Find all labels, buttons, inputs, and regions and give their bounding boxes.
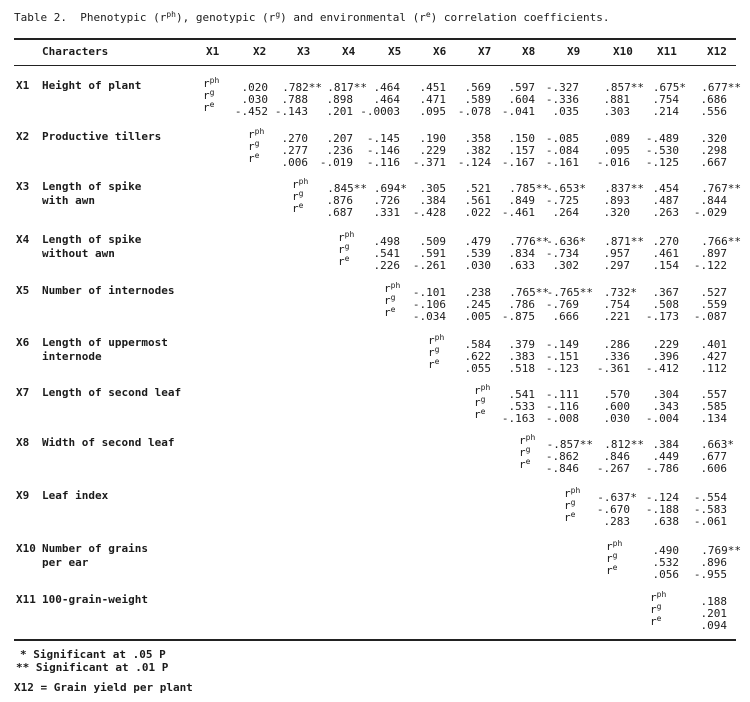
- cell-x3-ph-x7: .521: [464, 182, 491, 195]
- cell-x2-ph-x8: .150: [508, 132, 535, 145]
- cell-x1-e-x10: .303: [603, 105, 630, 118]
- cell-x8-e-x12: .606: [700, 462, 727, 475]
- r-ph-label: $r^{ph}$: [428, 333, 445, 347]
- cell-x4-ph-x11: .270: [652, 235, 679, 248]
- cell-x1-g-x3: .788: [281, 93, 308, 106]
- cell-x2-e-x5: -.116: [366, 156, 400, 169]
- cell-x5-ph-x6: -.101: [412, 286, 446, 299]
- cell-x7-e-x10: .030: [603, 412, 630, 425]
- cell-x4-ph-x9: -.636*: [546, 235, 586, 248]
- cell-x2-e-x8: -.167: [501, 156, 535, 169]
- cell-x2-ph-x10: .089: [603, 132, 630, 145]
- cell-x9-e-x11: .638: [652, 515, 679, 528]
- cell-x6-g-x9: -.151: [545, 350, 579, 363]
- cell-x8-ph-x11: .384: [652, 438, 679, 451]
- header-col-x12: X12: [707, 45, 727, 58]
- row-name-x8: Width of second leaf: [42, 436, 175, 449]
- header-col-x11: X11: [657, 45, 677, 58]
- r-e-label: $r^e$: [519, 457, 531, 471]
- r-ph-label: $r^{ph}$: [248, 127, 265, 141]
- cell-x2-g-x10: .095: [603, 144, 630, 157]
- cell-x2-g-x12: .298: [700, 144, 727, 157]
- cell-x6-ph-x12: .401: [700, 338, 727, 351]
- cell-x1-ph-x3: .782**: [282, 81, 322, 94]
- cell-x1-e-x12: .556: [700, 105, 727, 118]
- table-title: Table 2. Phenotypic $(r^{ph})$, genotypic $(r^g)$ and environmental $(r^e)$ correlation coefficients.: [14, 10, 610, 24]
- cell-x10-ph-x11: .490: [652, 544, 679, 557]
- r-ph-label: $r^{ph}$: [650, 590, 667, 604]
- row-name-x3: Length of spike: [42, 180, 142, 193]
- cell-x9-e-x10: .283: [603, 515, 630, 528]
- cell-x4-ph-x8: .776**: [509, 235, 549, 248]
- row-name-x9: Leaf index: [42, 489, 109, 502]
- cell-x1-g-x6: .471: [419, 93, 446, 106]
- cell-x5-ph-x8: .765**: [509, 286, 549, 299]
- cell-x6-e-x9: -.123: [545, 362, 579, 375]
- row-id-x1: X1: [16, 79, 30, 92]
- cell-x3-g-x12: .844: [700, 194, 727, 207]
- cell-x8-g-x11: .449: [652, 450, 679, 463]
- cell-x2-g-x7: .382: [464, 144, 491, 157]
- r-g-label: $r^g$: [428, 345, 440, 359]
- cell-x2-g-x11: -.530: [645, 144, 679, 157]
- cell-x8-e-x11: -.786: [645, 462, 679, 475]
- cell-x4-g-x5: .541: [373, 247, 400, 260]
- cell-x2-ph-x7: .358: [464, 132, 491, 145]
- row-id-x8: X8: [16, 436, 30, 449]
- row-name-x10: per ear: [42, 556, 89, 569]
- cell-x3-g-x11: .487: [652, 194, 679, 207]
- cell-x6-e-x7: .055: [464, 362, 491, 375]
- cell-x7-ph-x9: -.111: [545, 388, 579, 401]
- cell-x8-e-x9: -.846: [545, 462, 579, 475]
- r-e-label: $r^e$: [606, 563, 618, 577]
- cell-x10-ph-x12: .769**: [701, 544, 741, 557]
- cell-x4-g-x11: .461: [652, 247, 679, 260]
- cell-x1-e-x3: -.143: [274, 105, 308, 118]
- cell-x5-e-x10: .221: [603, 310, 630, 323]
- cell-x2-e-x6: -.371: [412, 156, 446, 169]
- cell-x4-e-x6: -.261: [412, 259, 446, 272]
- cell-x5-g-x8: .786: [508, 298, 535, 311]
- cell-x10-e-x11: .056: [652, 568, 679, 581]
- footnote: * Significant at .05 P: [20, 648, 166, 661]
- r-e-label: $r^e$: [338, 254, 350, 268]
- cell-x7-e-x8: -.163: [501, 412, 535, 425]
- cell-x4-g-x10: .957: [603, 247, 630, 260]
- cell-x3-e-x11: .263: [652, 206, 679, 219]
- cell-x5-e-x6: -.034: [412, 310, 446, 323]
- cell-x2-ph-x5: -.145: [366, 132, 400, 145]
- cell-x11-e-x12: .094: [700, 619, 727, 632]
- top-rule: [14, 38, 736, 40]
- cell-x2-g-x8: .157: [508, 144, 535, 157]
- row-name-x5: Number of internodes: [42, 284, 175, 297]
- cell-x8-g-x9: -.862: [545, 450, 579, 463]
- cell-x6-g-x11: .396: [652, 350, 679, 363]
- cell-x4-ph-x12: .766**: [701, 235, 741, 248]
- cell-x1-g-x11: .754: [652, 93, 679, 106]
- cell-x1-ph-x9: -.327: [545, 81, 579, 94]
- cell-x7-ph-x11: .304: [652, 388, 679, 401]
- cell-x1-e-x2: -.452: [234, 105, 268, 118]
- row-name-x6: internode: [42, 350, 102, 363]
- cell-x4-g-x9: -.734: [545, 247, 579, 260]
- r-g-label: $r^g$: [606, 551, 618, 565]
- cell-x5-ph-x10: .732*: [603, 286, 637, 299]
- r-e-label: $r^e$: [474, 407, 486, 421]
- cell-x3-e-x7: .022: [464, 206, 491, 219]
- cell-x3-e-x12: -.029: [693, 206, 727, 219]
- cell-x1-e-x4: .201: [326, 105, 353, 118]
- cell-x3-ph-x9: -.653*: [546, 182, 586, 195]
- cell-x10-e-x12: -.955: [693, 568, 727, 581]
- r-g-label: $r^g$: [384, 293, 396, 307]
- cell-x9-ph-x12: -.554: [693, 491, 727, 504]
- cell-x3-e-x8: -.461: [501, 206, 535, 219]
- cell-x3-g-x8: .849: [508, 194, 535, 207]
- r-g-label: $r^g$: [650, 602, 662, 616]
- cell-x1-e-x5: -.0003: [360, 105, 400, 118]
- cell-x5-ph-x12: .527: [700, 286, 727, 299]
- cell-x11-ph-x12: .188: [700, 595, 727, 608]
- cell-x5-g-x7: .245: [464, 298, 491, 311]
- cell-x7-e-x12: .134: [700, 412, 727, 425]
- cell-x2-ph-x4: .207: [326, 132, 353, 145]
- cell-x2-e-x10: -.016: [596, 156, 630, 169]
- cell-x6-ph-x10: .286: [603, 338, 630, 351]
- row-id-x5: X5: [16, 284, 30, 297]
- cell-x1-ph-x2: .020: [241, 81, 268, 94]
- cell-x3-e-x10: .320: [603, 206, 630, 219]
- cell-x9-ph-x11: -.124: [645, 491, 679, 504]
- cell-x4-g-x6: .591: [419, 247, 446, 260]
- cell-x5-e-x11: -.173: [645, 310, 679, 323]
- cell-x10-g-x11: .532: [652, 556, 679, 569]
- r-g-label: $r^g$: [519, 445, 531, 459]
- r-e-label: $r^e$: [203, 100, 215, 114]
- cell-x2-g-x3: .277: [281, 144, 308, 157]
- cell-x3-g-x5: .726: [373, 194, 400, 207]
- r-g-label: $r^g$: [203, 88, 215, 102]
- cell-x1-e-x11: .214: [652, 105, 679, 118]
- cell-x5-e-x7: .005: [464, 310, 491, 323]
- cell-x1-g-x5: .464: [373, 93, 400, 106]
- footnote: ** Significant at .01 P: [16, 661, 169, 674]
- row-id-x11: X11: [16, 593, 36, 606]
- cell-x2-e-x12: .667: [700, 156, 727, 169]
- cell-x8-g-x12: .677: [700, 450, 727, 463]
- cell-x6-g-x10: .336: [603, 350, 630, 363]
- cell-x3-ph-x4: .845**: [327, 182, 367, 195]
- cell-x2-e-x7: -.124: [457, 156, 491, 169]
- r-e-label: $r^e$: [292, 201, 304, 215]
- header-rule: [14, 65, 736, 66]
- cell-x6-ph-x8: .379: [508, 338, 535, 351]
- cell-x4-e-x5: .226: [373, 259, 400, 272]
- header-col-x1: X1: [206, 45, 220, 58]
- cell-x11-g-x12: .201: [700, 607, 727, 620]
- cell-x3-e-x6: -.428: [412, 206, 446, 219]
- cell-x4-ph-x6: .509: [419, 235, 446, 248]
- r-ph-label: $r^{ph}$: [519, 433, 536, 447]
- header-col-x3: X3: [297, 45, 311, 58]
- cell-x7-g-x8: .533: [508, 400, 535, 413]
- r-ph-label: $r^{ph}$: [474, 383, 491, 397]
- cell-x4-g-x7: .539: [464, 247, 491, 260]
- footnote: X12 = Grain yield per plant: [14, 681, 193, 694]
- cell-x6-e-x11: -.412: [645, 362, 679, 375]
- cell-x3-ph-x6: .305: [419, 182, 446, 195]
- cell-x6-g-x7: .622: [464, 350, 491, 363]
- cell-x2-ph-x3: .270: [281, 132, 308, 145]
- cell-x1-ph-x6: .451: [419, 81, 446, 94]
- cell-x9-g-x12: -.583: [693, 503, 727, 516]
- cell-x6-ph-x11: .229: [652, 338, 679, 351]
- r-g-label: $r^g$: [292, 189, 304, 203]
- cell-x1-g-x4: .898: [326, 93, 353, 106]
- header-col-x5: X5: [388, 45, 402, 58]
- cell-x2-g-x9: -.084: [545, 144, 579, 157]
- cell-x2-e-x9: -.161: [545, 156, 579, 169]
- row-name-x4: Length of spike: [42, 233, 142, 246]
- cell-x2-ph-x12: .320: [700, 132, 727, 145]
- row-id-x7: X7: [16, 386, 30, 399]
- cell-x9-g-x10: -.670: [596, 503, 630, 516]
- header-col-x10: X10: [613, 45, 633, 58]
- header-col-x9: X9: [567, 45, 581, 58]
- row-name-x2: Productive tillers: [42, 130, 162, 143]
- r-e-label: $r^e$: [384, 305, 396, 319]
- r-e-label: $r^e$: [650, 614, 662, 628]
- cell-x2-g-x4: .236: [326, 144, 353, 157]
- cell-x7-g-x11: .343: [652, 400, 679, 413]
- r-g-label: $r^g$: [474, 395, 486, 409]
- cell-x6-e-x10: -.361: [596, 362, 630, 375]
- row-name-x10: Number of grains: [42, 542, 148, 555]
- cell-x8-g-x10: .846: [603, 450, 630, 463]
- cell-x6-ph-x9: -.149: [545, 338, 579, 351]
- cell-x3-g-x7: .561: [464, 194, 491, 207]
- row-id-x3: X3: [16, 180, 30, 193]
- cell-x9-e-x12: -.061: [693, 515, 727, 528]
- cell-x4-e-x9: .302: [552, 259, 579, 272]
- cell-x5-ph-x7: .238: [464, 286, 491, 299]
- row-name-x11: 100-grain-weight: [42, 593, 148, 606]
- r-ph-label: $r^{ph}$: [338, 230, 355, 244]
- row-name-x6: Length of uppermost: [42, 336, 168, 349]
- cell-x3-g-x10: .893: [603, 194, 630, 207]
- cell-x1-g-x2: .030: [241, 93, 268, 106]
- cell-x3-g-x6: .384: [419, 194, 446, 207]
- cell-x4-e-x11: .154: [652, 259, 679, 272]
- cell-x2-ph-x11: -.489: [645, 132, 679, 145]
- cell-x1-e-x9: .035: [552, 105, 579, 118]
- cell-x6-e-x12: .112: [700, 362, 727, 375]
- header-col-x7: X7: [478, 45, 492, 58]
- row-id-x9: X9: [16, 489, 30, 502]
- cell-x4-e-x10: .297: [603, 259, 630, 272]
- cell-x5-g-x12: .559: [700, 298, 727, 311]
- header-col-x6: X6: [433, 45, 447, 58]
- cell-x5-ph-x9: -.765**: [546, 286, 593, 299]
- r-ph-label: $r^{ph}$: [564, 486, 581, 500]
- cell-x1-ph-x7: .569: [464, 81, 491, 94]
- row-name-x7: Length of second leaf: [42, 386, 182, 399]
- cell-x3-ph-x5: .694*: [373, 182, 407, 195]
- cell-x2-ph-x9: -.085: [545, 132, 579, 145]
- cell-x1-e-x6: .095: [419, 105, 446, 118]
- cell-x2-e-x4: -.019: [319, 156, 353, 169]
- r-g-label: $r^g$: [564, 498, 576, 512]
- cell-x7-ph-x8: .541: [508, 388, 535, 401]
- r-g-label: $r^g$: [338, 242, 350, 256]
- cell-x6-e-x8: .518: [508, 362, 535, 375]
- header-col-x4: X4: [342, 45, 356, 58]
- row-name-x4: without awn: [42, 247, 115, 260]
- cell-x7-ph-x12: .557: [700, 388, 727, 401]
- cell-x8-ph-x9: -.857**: [546, 438, 593, 451]
- cell-x6-g-x8: .383: [508, 350, 535, 363]
- cell-x6-ph-x7: .584: [464, 338, 491, 351]
- cell-x9-g-x11: -.188: [645, 503, 679, 516]
- cell-x8-ph-x10: .812**: [604, 438, 644, 451]
- cell-x1-g-x12: .686: [700, 93, 727, 106]
- row-id-x10: X10: [16, 542, 36, 555]
- r-e-label: $r^e$: [564, 510, 576, 524]
- cell-x7-e-x11: -.004: [645, 412, 679, 425]
- r-g-label: $r^g$: [248, 139, 260, 153]
- cell-x5-g-x10: .754: [603, 298, 630, 311]
- header-col-x8: X8: [522, 45, 536, 58]
- bottom-rule: [14, 639, 736, 641]
- cell-x8-e-x10: -.267: [596, 462, 630, 475]
- cell-x5-e-x12: -.087: [693, 310, 727, 323]
- header-col-x2: X2: [253, 45, 267, 58]
- cell-x1-e-x7: -.078: [457, 105, 491, 118]
- cell-x2-e-x3: .006: [281, 156, 308, 169]
- cell-x7-ph-x10: .570: [603, 388, 630, 401]
- cell-x5-g-x9: -.769: [545, 298, 579, 311]
- cell-x3-g-x9: -.725: [545, 194, 579, 207]
- cell-x1-e-x8: -.041: [501, 105, 535, 118]
- cell-x1-ph-x4: .817**: [327, 81, 367, 94]
- cell-x5-ph-x11: .367: [652, 286, 679, 299]
- cell-x7-g-x9: -.116: [545, 400, 579, 413]
- cell-x5-g-x11: .508: [652, 298, 679, 311]
- row-id-x4: X4: [16, 233, 30, 246]
- cell-x4-ph-x10: .871**: [604, 235, 644, 248]
- cell-x5-e-x9: .666: [552, 310, 579, 323]
- cell-x3-ph-x12: .767**: [701, 182, 741, 195]
- cell-x4-g-x8: .834: [508, 247, 535, 260]
- r-ph-label: $r^{ph}$: [203, 76, 220, 90]
- cell-x1-g-x9: -.336: [545, 93, 579, 106]
- cell-x2-ph-x6: .190: [419, 132, 446, 145]
- r-e-label: $r^e$: [428, 357, 440, 371]
- cell-x5-e-x8: -.875: [501, 310, 535, 323]
- cell-x10-g-x12: .896: [700, 556, 727, 569]
- cell-x3-ph-x10: .837**: [604, 182, 644, 195]
- row-id-x2: X2: [16, 130, 30, 143]
- row-name-x3: with awn: [42, 194, 95, 207]
- cell-x1-ph-x8: .597: [508, 81, 535, 94]
- cell-x9-ph-x10: -.637*: [597, 491, 637, 504]
- cell-x1-g-x8: .604: [508, 93, 535, 106]
- cell-x4-ph-x7: .479: [464, 235, 491, 248]
- cell-x3-e-x5: .331: [373, 206, 400, 219]
- r-ph-label: $r^{ph}$: [606, 539, 623, 553]
- cell-x1-ph-x12: .677**: [701, 81, 741, 94]
- row-id-x6: X6: [16, 336, 30, 349]
- cell-x8-ph-x12: .663*: [700, 438, 734, 451]
- row-name-x1: Height of plant: [42, 79, 142, 92]
- cell-x1-g-x7: .589: [464, 93, 491, 106]
- cell-x4-e-x8: .633: [508, 259, 535, 272]
- cell-x3-g-x4: .876: [326, 194, 353, 207]
- cell-x2-g-x6: .229: [419, 144, 446, 157]
- cell-x4-e-x12: -.122: [693, 259, 727, 272]
- cell-x1-ph-x5: .464: [373, 81, 400, 94]
- header-characters: Characters: [42, 45, 109, 58]
- cell-x3-e-x4: .687: [326, 206, 353, 219]
- cell-x7-g-x12: .585: [700, 400, 727, 413]
- cell-x4-g-x12: .897: [700, 247, 727, 260]
- cell-x4-e-x7: .030: [464, 259, 491, 272]
- cell-x3-ph-x8: .785**: [509, 182, 549, 195]
- cell-x2-g-x5: -.146: [366, 144, 400, 157]
- cell-x5-g-x6: -.106: [412, 298, 446, 311]
- r-ph-label: $r^{ph}$: [384, 281, 401, 295]
- cell-x7-e-x9: -.008: [545, 412, 579, 425]
- r-ph-label: $r^{ph}$: [292, 177, 309, 191]
- cell-x6-g-x12: .427: [700, 350, 727, 363]
- cell-x2-e-x11: -.125: [645, 156, 679, 169]
- cell-x1-ph-x11: .675*: [652, 81, 686, 94]
- cell-x1-g-x10: .881: [603, 93, 630, 106]
- cell-x3-e-x9: .264: [552, 206, 579, 219]
- cell-x7-g-x10: .600: [603, 400, 630, 413]
- cell-x1-ph-x10: .857**: [604, 81, 644, 94]
- r-e-label: $r^e$: [248, 151, 260, 165]
- cell-x4-ph-x5: .498: [373, 235, 400, 248]
- cell-x3-ph-x11: .454: [652, 182, 679, 195]
